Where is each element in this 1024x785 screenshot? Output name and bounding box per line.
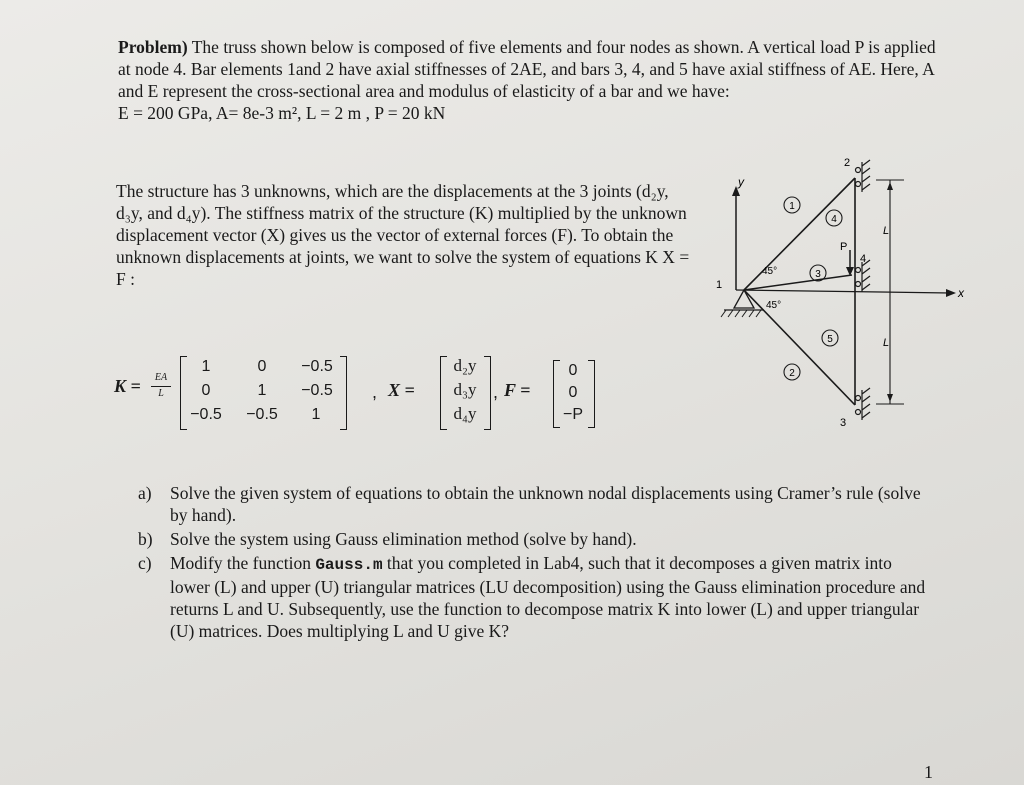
- problem-lead: Problem): [118, 37, 188, 57]
- question-text: Solve the system using Gauss elimination method (solve by hand).: [170, 529, 637, 549]
- k-cell: 0: [257, 358, 267, 375]
- problem-statement: [118, 36, 940, 124]
- dimension-label-lower: L: [883, 337, 890, 349]
- x-cell: d₃y: [453, 380, 477, 399]
- load-arrowhead: [846, 267, 854, 276]
- structure-paragraph: The structure has 3 unknowns, which are the displacements at the 3 joints (d₂y, d₃y, and d₄y). The stiffness matrix of the structure (K) multiplied by the unknown displacement vector (X) gives us the vector of external forces (F). To obtain the unknown displacements at joints, we want to solve the system of equations K X = F :: [116, 181, 690, 289]
- x-label: X =: [388, 380, 415, 400]
- element-1: [744, 178, 855, 290]
- angle-label-lower: 45°: [766, 300, 782, 311]
- comma: ,: [493, 382, 499, 402]
- node-label-2: 2: [844, 157, 851, 169]
- dimension-label-upper: L: [883, 225, 890, 237]
- k-cell: −0.5: [246, 406, 278, 423]
- f-cell: −P: [562, 406, 583, 423]
- question-text: Solve the given system of equations to obtain the unknown nodal displacements using Cramer’s rule (solve by hand).: [170, 483, 921, 525]
- code-function-name: Gauss.m: [315, 556, 383, 574]
- node-label-4: 4: [860, 253, 867, 265]
- question-marker: b): [138, 529, 153, 549]
- x-cell: d₂y: [453, 356, 477, 375]
- question-text-post: that you completed in Lab4, such that it decomposes a given matrix into lower (L) and upper (U) triangular matrices (LU decomposition) using the Gauss elimination procedure and returns L and U. Subsequently, use the function to decompose matrix K into lower (L) and upper triangular (U) matrices. Does multiplying L and U give K?: [170, 553, 926, 641]
- node-label-1: 1: [716, 279, 723, 291]
- f-label: F =: [504, 380, 531, 400]
- fraction-l: L: [158, 388, 164, 399]
- node-label-3: 3: [840, 417, 847, 429]
- question-list: [130, 482, 930, 644]
- element-label-3: 3: [815, 269, 821, 280]
- f-cell: 0: [568, 384, 578, 401]
- ground-hatch: [721, 310, 761, 317]
- roller-support-node-2: [856, 160, 871, 192]
- k-label: K =: [114, 376, 141, 396]
- element-label-4: 4: [831, 214, 837, 225]
- k-cell: 0: [201, 382, 211, 399]
- question-item: [130, 482, 930, 526]
- k-cell: −0.5: [190, 406, 222, 423]
- element-3: [744, 275, 852, 290]
- x-cell: d₄y: [453, 404, 477, 423]
- x-axis-arrow: [946, 289, 956, 297]
- k-cell: 1: [201, 358, 211, 375]
- question-text-pre: Modify the function: [170, 553, 316, 573]
- element-label-1: 1: [789, 201, 795, 212]
- dimension-arrow: [887, 182, 893, 190]
- f-cell: 0: [568, 362, 578, 379]
- k-cell: −0.5: [301, 382, 333, 399]
- question-marker: c): [138, 553, 152, 573]
- axis-x-label: x: [958, 286, 964, 300]
- k-cell: 1: [257, 382, 267, 399]
- element-label-5: 5: [827, 334, 833, 345]
- fraction-ea: EA: [154, 372, 168, 383]
- comma: ,: [372, 382, 378, 402]
- question-item: [130, 528, 930, 550]
- problem-text: The truss shown below is composed of five elements and four nodes as shown. A vertical load P is applied at node 4. Bar elements 1and 2 have axial stiffnesses of 2AE, and bars 3, 4, and 5 have axial stiffness of AE. Here, A and E represent the cross-sectional area and modulus of elasticity of a bar and we have:: [118, 37, 936, 101]
- element-2: [744, 290, 855, 405]
- pin-support: [734, 290, 754, 308]
- question-item: [130, 552, 930, 642]
- problem-values: E = 200 GPa, A= 8e-3 m², L = 2 m , P = 20 kN: [118, 103, 446, 123]
- axis-y-label: y: [738, 175, 744, 189]
- k-cell: −0.5: [301, 358, 333, 375]
- page-number: 1: [924, 762, 933, 782]
- roller-support-node-3: [856, 388, 871, 420]
- k-cell: 1: [311, 406, 321, 423]
- angle-label-upper: 45°: [762, 266, 778, 277]
- element-label-2: 2: [789, 368, 795, 379]
- x-axis: [736, 290, 950, 293]
- truss-figure: [700, 150, 990, 440]
- fraction-bar: [151, 386, 171, 387]
- load-label: P: [840, 241, 848, 253]
- question-marker: a): [138, 483, 152, 503]
- dimension-arrow: [887, 394, 893, 402]
